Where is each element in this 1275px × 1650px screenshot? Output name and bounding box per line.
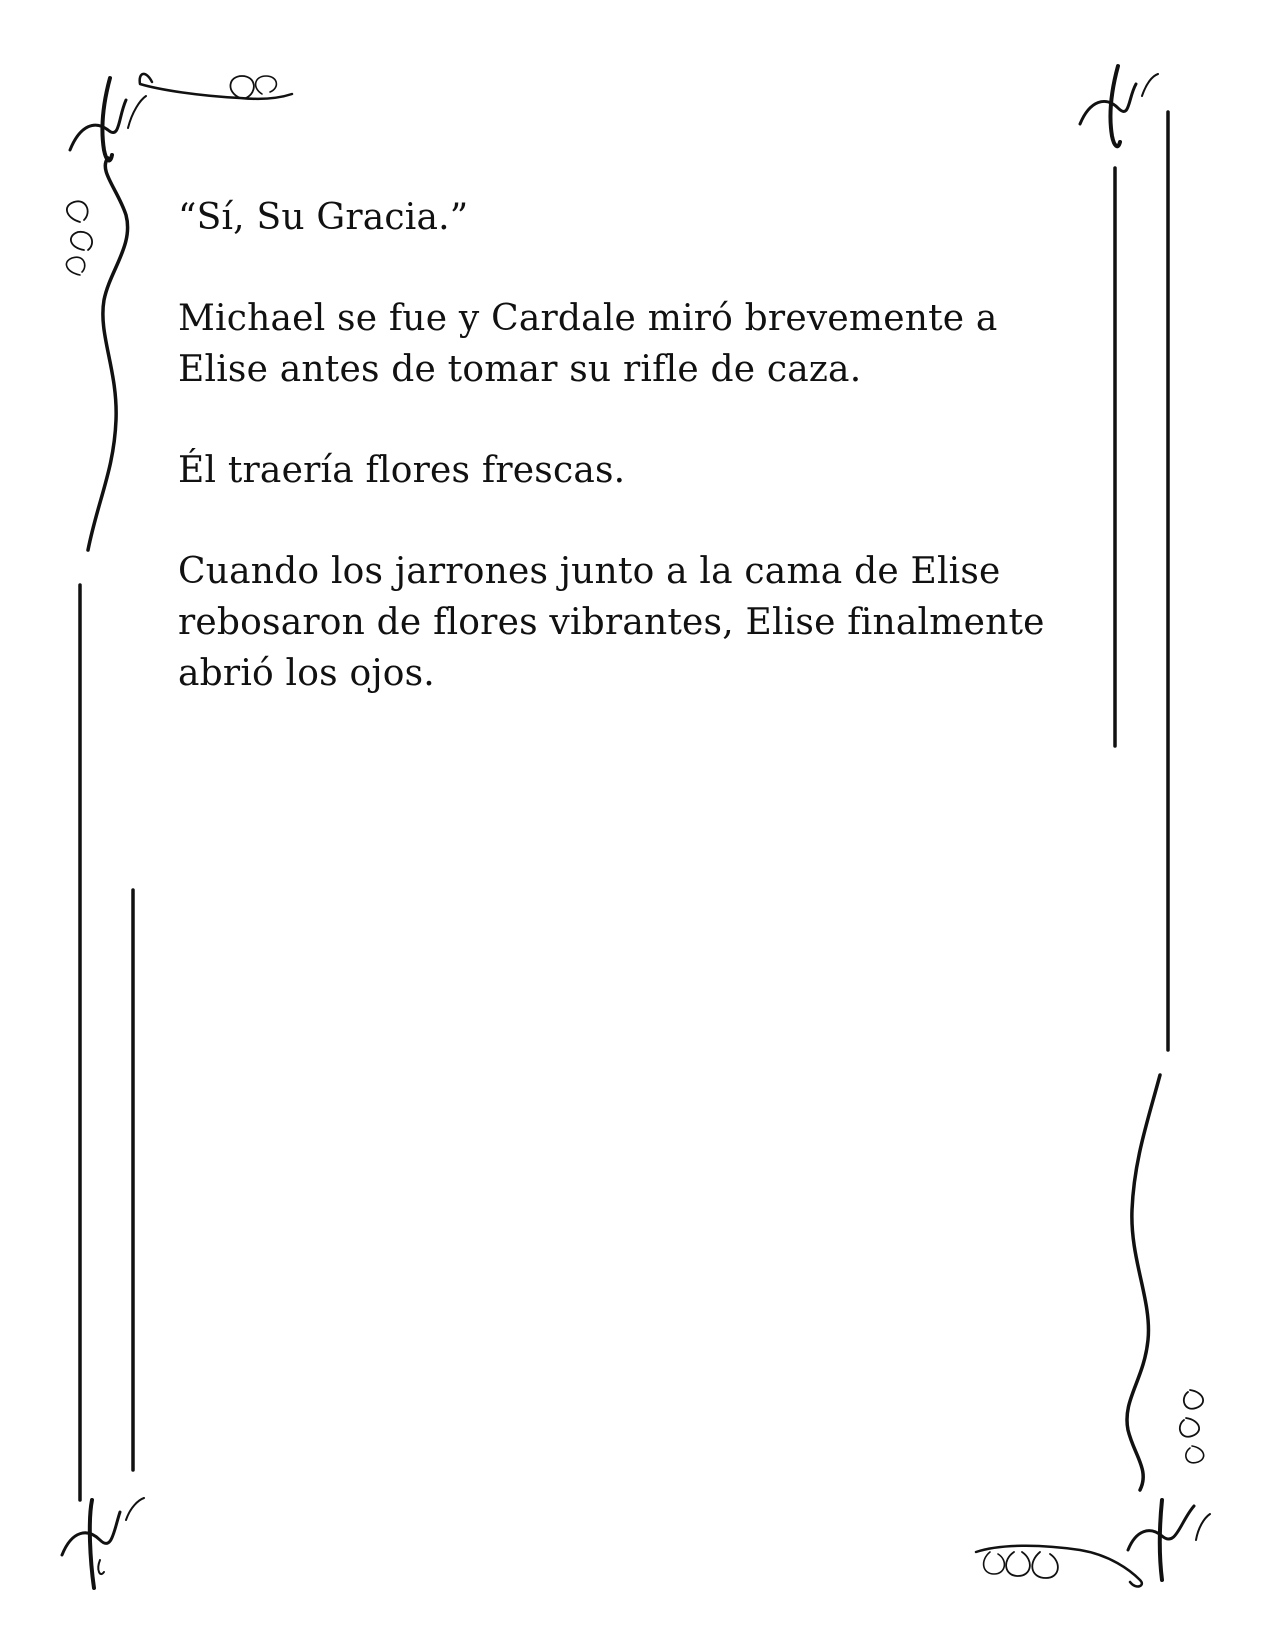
paragraph-elise-opens-eyes: Cuando los jarrones junto a la cama de Elise rebosaron de flores vibrantes, Elise finalmente abrió los ojos.: [178, 551, 1045, 694]
flourish-bottom-left-icon: [62, 1498, 144, 1588]
flourish-top-right-icon: [1080, 66, 1158, 146]
paragraph-michael-leaves: Michael se fue y Cardale miró brevemente a Elise antes de tomar su rifle de caza.: [178, 298, 998, 390]
flourish-bottom-right-icon: [976, 1075, 1210, 1586]
story-text: [178, 192, 1098, 749]
paragraph-dialogue: “Sí, Su Gracia.”: [178, 197, 469, 238]
paragraph-fresh-flowers: Él traería flores frescas.: [178, 450, 626, 491]
